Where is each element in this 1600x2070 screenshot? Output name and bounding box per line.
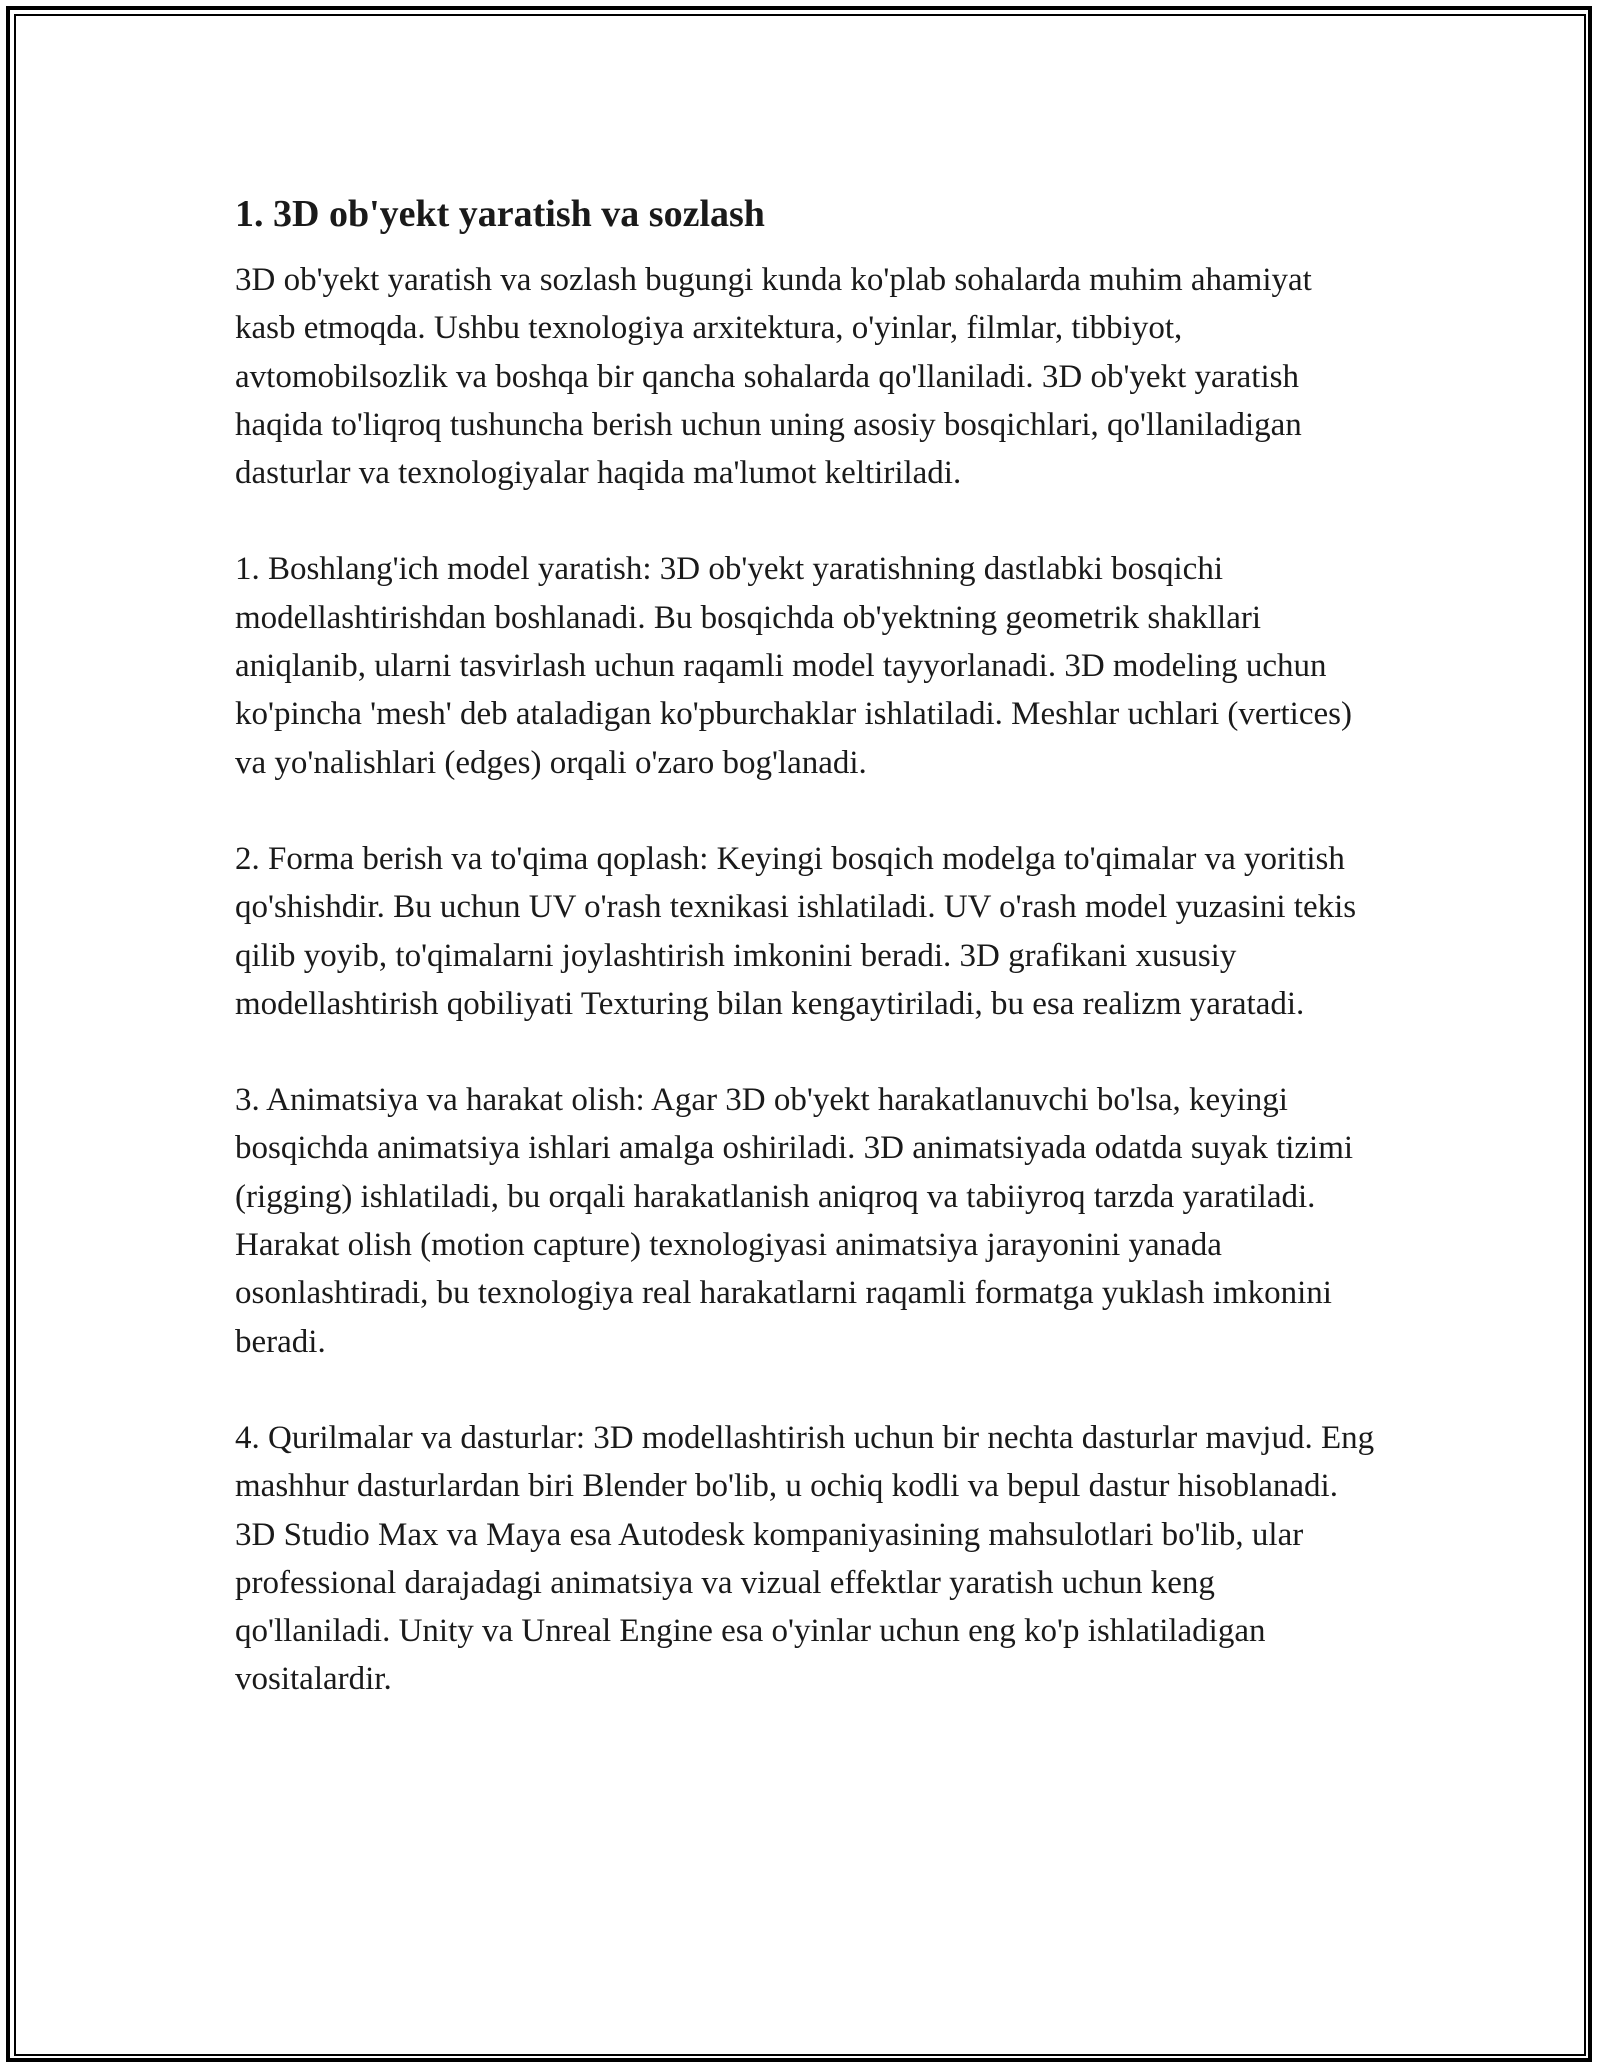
intro-paragraph: 3D ob'yekt yaratish va sozlash bugungi kunda ko'plab sohalarda muhim ahamiyat kasb etmoqda. Ushbu texnologiya arxitektura, o'yinlar, filmlar, tibbiyot, avtomobilsozlik va boshqa bir qancha sohalarda qo'llaniladi. 3D ob'yekt yaratish haqida to'liqroq tushuncha berish uchun uning asosiy bosqichlari, qo'llaniladigan dasturlar va texnologiyalar haqida ma'lumot keltiriladi. xyxy=(235,262,1312,492)
paragraph-software: 4. Qurilmalar va dasturlar: 3D modellashtirish uchun bir nechta dasturlar mavjud. Eng mashhur dasturlardan biri Blender bo'lib, u ochiq kodli va bepul dastur hisoblanadi. 3D Studio Max va Maya esa Autodesk kompaniyasining mahsulotlari bo'lib, ular professional darajadagi animatsiya va vizual effektlar yaratish uchun keng qo'llaniladi. Unity va Unreal Engine esa o'yinlar uchun eng ko'p ishlatiladigan vositalardir. xyxy=(235,1419,1375,1698)
paragraph-modeling: 1. Boshlang'ich model yaratish: 3D ob'yekt yaratishning dastlabki bosqichi modellashtirishdan boshlanadi. Bu bosqichda ob'yektning geometrik shakllari aniqlanib, ularni tasvirlash uchun raqamli model tayyorlanadi. 3D modeling uchun ko'pincha 'mesh' deb ataladigan ko'pburchaklar ishlatiladi. Meshlar uchlari (vertices) va yo'nalishlari (edges) orqali o'zaro bog'lanadi. xyxy=(235,551,1352,781)
paragraph-texturing: 2. Forma berish va to'qima qoplash: Keyingi bosqich modelga to'qimalar va yoritish qo'shishdir. Bu uchun UV o'rash texnikasi ishlatiladi. UV o'rash model yuzasini tekis qilib yoyib, to'qimalarni joylashtirish imkonini beradi. 3D grafikani xususiy modellashtirish qobiliyati Texturing bilan kengaytiriladi, bu esa realizm yaratadi. xyxy=(235,840,1357,1022)
document-title: 1. 3D ob'yekt yaratish va sozlash xyxy=(235,193,765,235)
document-body xyxy=(235,182,1375,1752)
paragraph-animation: 3. Animatsiya va harakat olish: Agar 3D ob'yekt harakatlanuvchi bo'lsa, keyingi bosqichda animatsiya ishlari amalga oshiriladi. 3D animatsiyada odatda suyak tizimi (rigging) ishlatiladi, bu orqali harakatlanish aniqroq va tabiiyroq tarzda yaratiladi. Harakat olish (motion capture) texnologiyasi animatsiya jarayonini yanada osonlashtiradi, bu texnologiya real harakatlarni raqamli formatga yuklash imkonini beradi. xyxy=(235,1082,1354,1360)
